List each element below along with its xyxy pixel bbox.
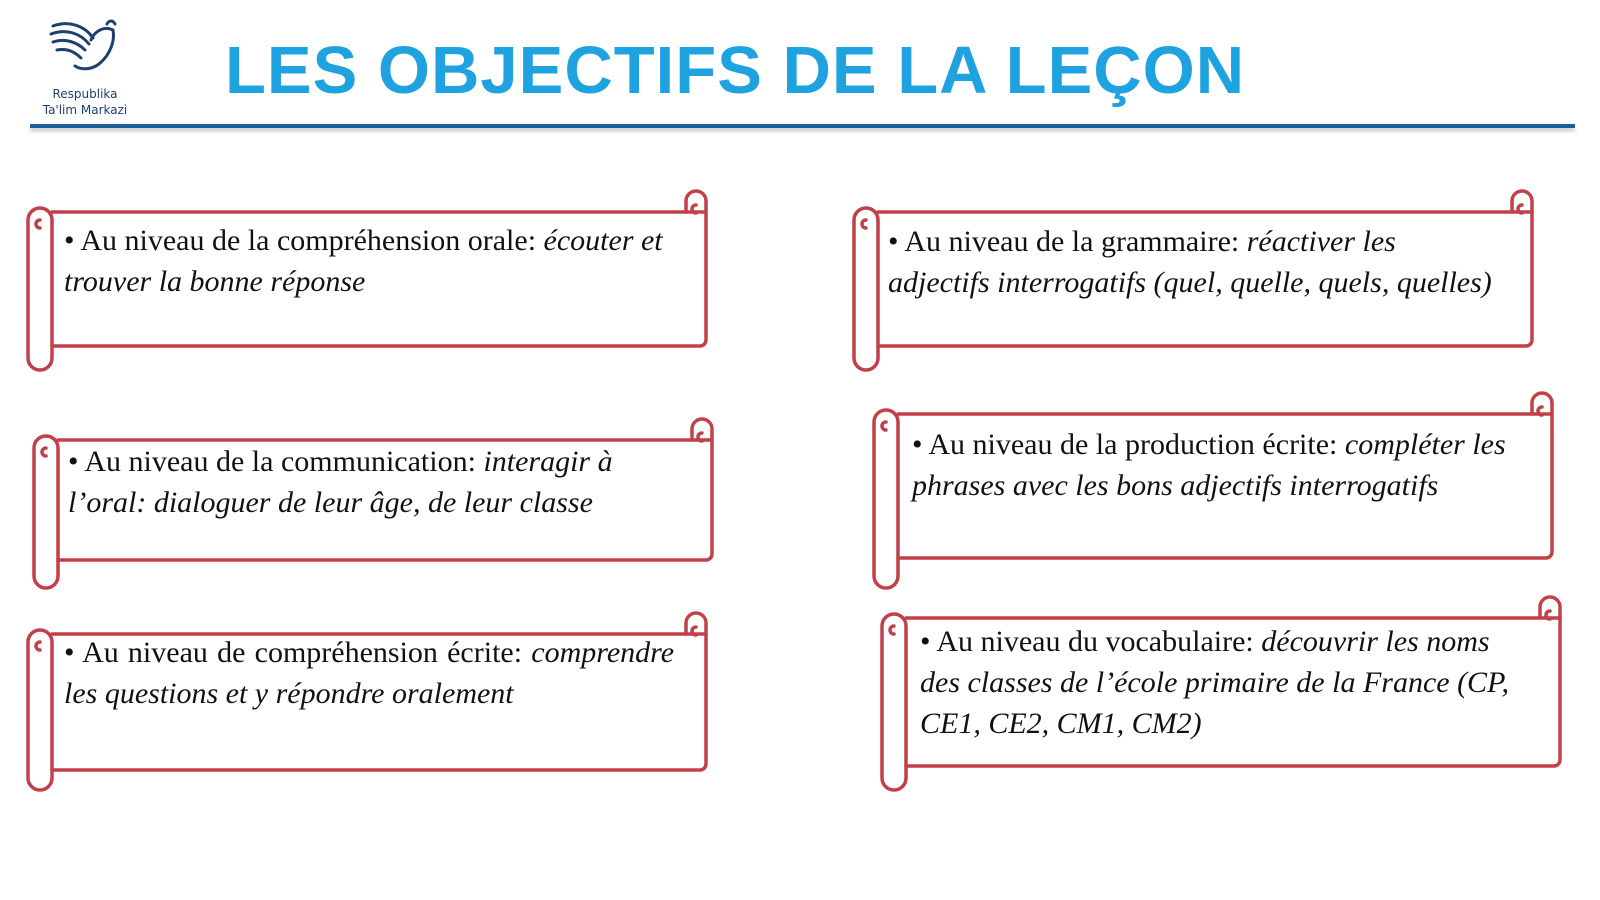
objective-scroll-grammar [852, 190, 1542, 374]
objective-text [64, 632, 674, 714]
objective-detail: interagir à l’oral: dialoguer de leur âge, de leur classe [68, 445, 613, 519]
page-title: LES OBJECTIFS DE LA LEÇON [225, 33, 1246, 108]
objective-lead: Au niveau de compréhension écrite: [74, 636, 523, 669]
objective-detail: compléter les phrases avec les bons adjectifs interrogatifs [912, 428, 1506, 502]
objective-bullet: • [888, 225, 899, 258]
logo [30, 16, 140, 121]
objective-text [64, 220, 669, 302]
objective-detail: comprendre les questions et y répondre oralement [64, 636, 675, 710]
title-divider [30, 124, 1575, 128]
objective-lead: Au niveau de la grammaire: [898, 225, 1247, 258]
objective-bullet: • [912, 428, 923, 461]
objective-detail: découvrir les noms des classes de l’école primaire de la France (CP, CE1, CE2, CM1, CM2) [920, 625, 1510, 740]
objective-text [920, 621, 1525, 744]
dove-logo-icon [49, 16, 121, 74]
objective-scroll-written-production [872, 392, 1562, 592]
objective-lead: Au niveau du vocabulaire: [930, 625, 1262, 658]
objective-bullet: • [64, 224, 75, 257]
objective-text [68, 441, 673, 523]
logo-name-line2: Ta'lim Markazi [42, 103, 128, 117]
objective-scroll-communication [32, 418, 722, 592]
objective-text [912, 424, 1517, 506]
logo-name-line1: Respublika [52, 87, 118, 101]
objective-bullet: • [920, 625, 931, 658]
objective-bullet: • [64, 636, 75, 669]
objective-lead: Au niveau de la production écrite: [922, 428, 1338, 461]
objective-lead: Au niveau de la compréhension orale: [74, 224, 537, 257]
objective-scroll-oral-comprehension [26, 190, 716, 374]
objective-scroll-vocabulary [880, 596, 1570, 796]
objective-text [888, 221, 1493, 303]
objective-detail: réactiver les adjectifs interrogatifs (quel, quelle, quels, quelles) [888, 225, 1492, 299]
objective-lead: Au niveau de la communication: [78, 445, 484, 478]
objective-scroll-written-comprehension [26, 612, 716, 792]
objective-detail: écouter et trouver la bonne réponse [64, 224, 663, 298]
objective-bullet: • [68, 445, 79, 478]
